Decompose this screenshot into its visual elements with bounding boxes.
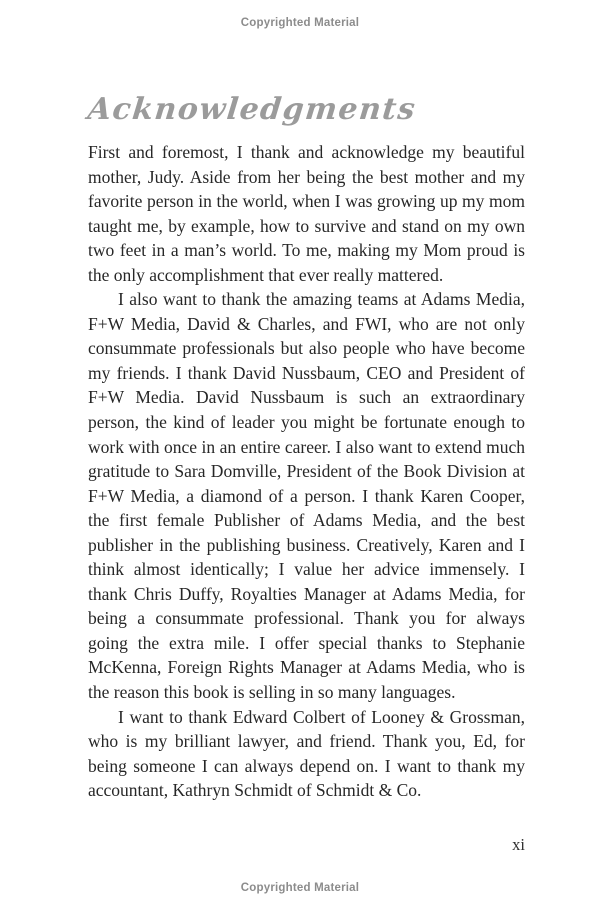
- paragraph-1: First and foremost, I thank and acknowledge my beautiful mother, Judy. Aside from her being the best mother and my favorite person in the world, when I was growing up my mom taught me, by example, how to survive and stand on my own two feet in a man’s world. To me, making my Mom proud is the only accomplishment that ever really mattered.: [88, 142, 525, 285]
- paragraph-2: I also want to thank the amazing teams at Adams Media, F+W Media, David & Charles, and FWI, who are not only consummate professionals but also people who have become my friends. I thank David Nussbaum, CEO and President of F+W Media. David Nussbaum is such an extraordinary person, the kind of leader you might be fortunate enough to work with once in an entire career. I also want to extend much gratitude to Sara Domville, President of the Book Division at F+W Media, a diamond of a person. I thank Karen Cooper, the first female Publisher of Adams Media, and the best publisher in the publishing business. Creatively, Karen and I think almost identically; I value her advice immensely. I thank Chris Duffy, Royalties Manager at Adams Media, for being a consummate professional. Thank you for always going the extra mile. I offer special thanks to Stephanie McKenna, Foreign Rights Manager at Adams Media, who is the reason this book is selling in so many languages.: [88, 289, 525, 703]
- paragraph-3: I want to thank Edward Colbert of Looney & Grossman, who is my brilliant lawyer, and friend. Thank you, Ed, for being someone I can always depend on. I want to thank my accountant, Kathryn Schmidt of Schmidt & Co.: [88, 706, 525, 801]
- copyright-notice-bottom: Copyrighted Material: [240, 882, 360, 894]
- page-number: xi: [512, 835, 525, 854]
- body-text: [88, 140, 525, 803]
- chapter-heading: Acknowledgments: [86, 92, 418, 127]
- copyright-notice-top: Copyrighted Material: [240, 17, 360, 29]
